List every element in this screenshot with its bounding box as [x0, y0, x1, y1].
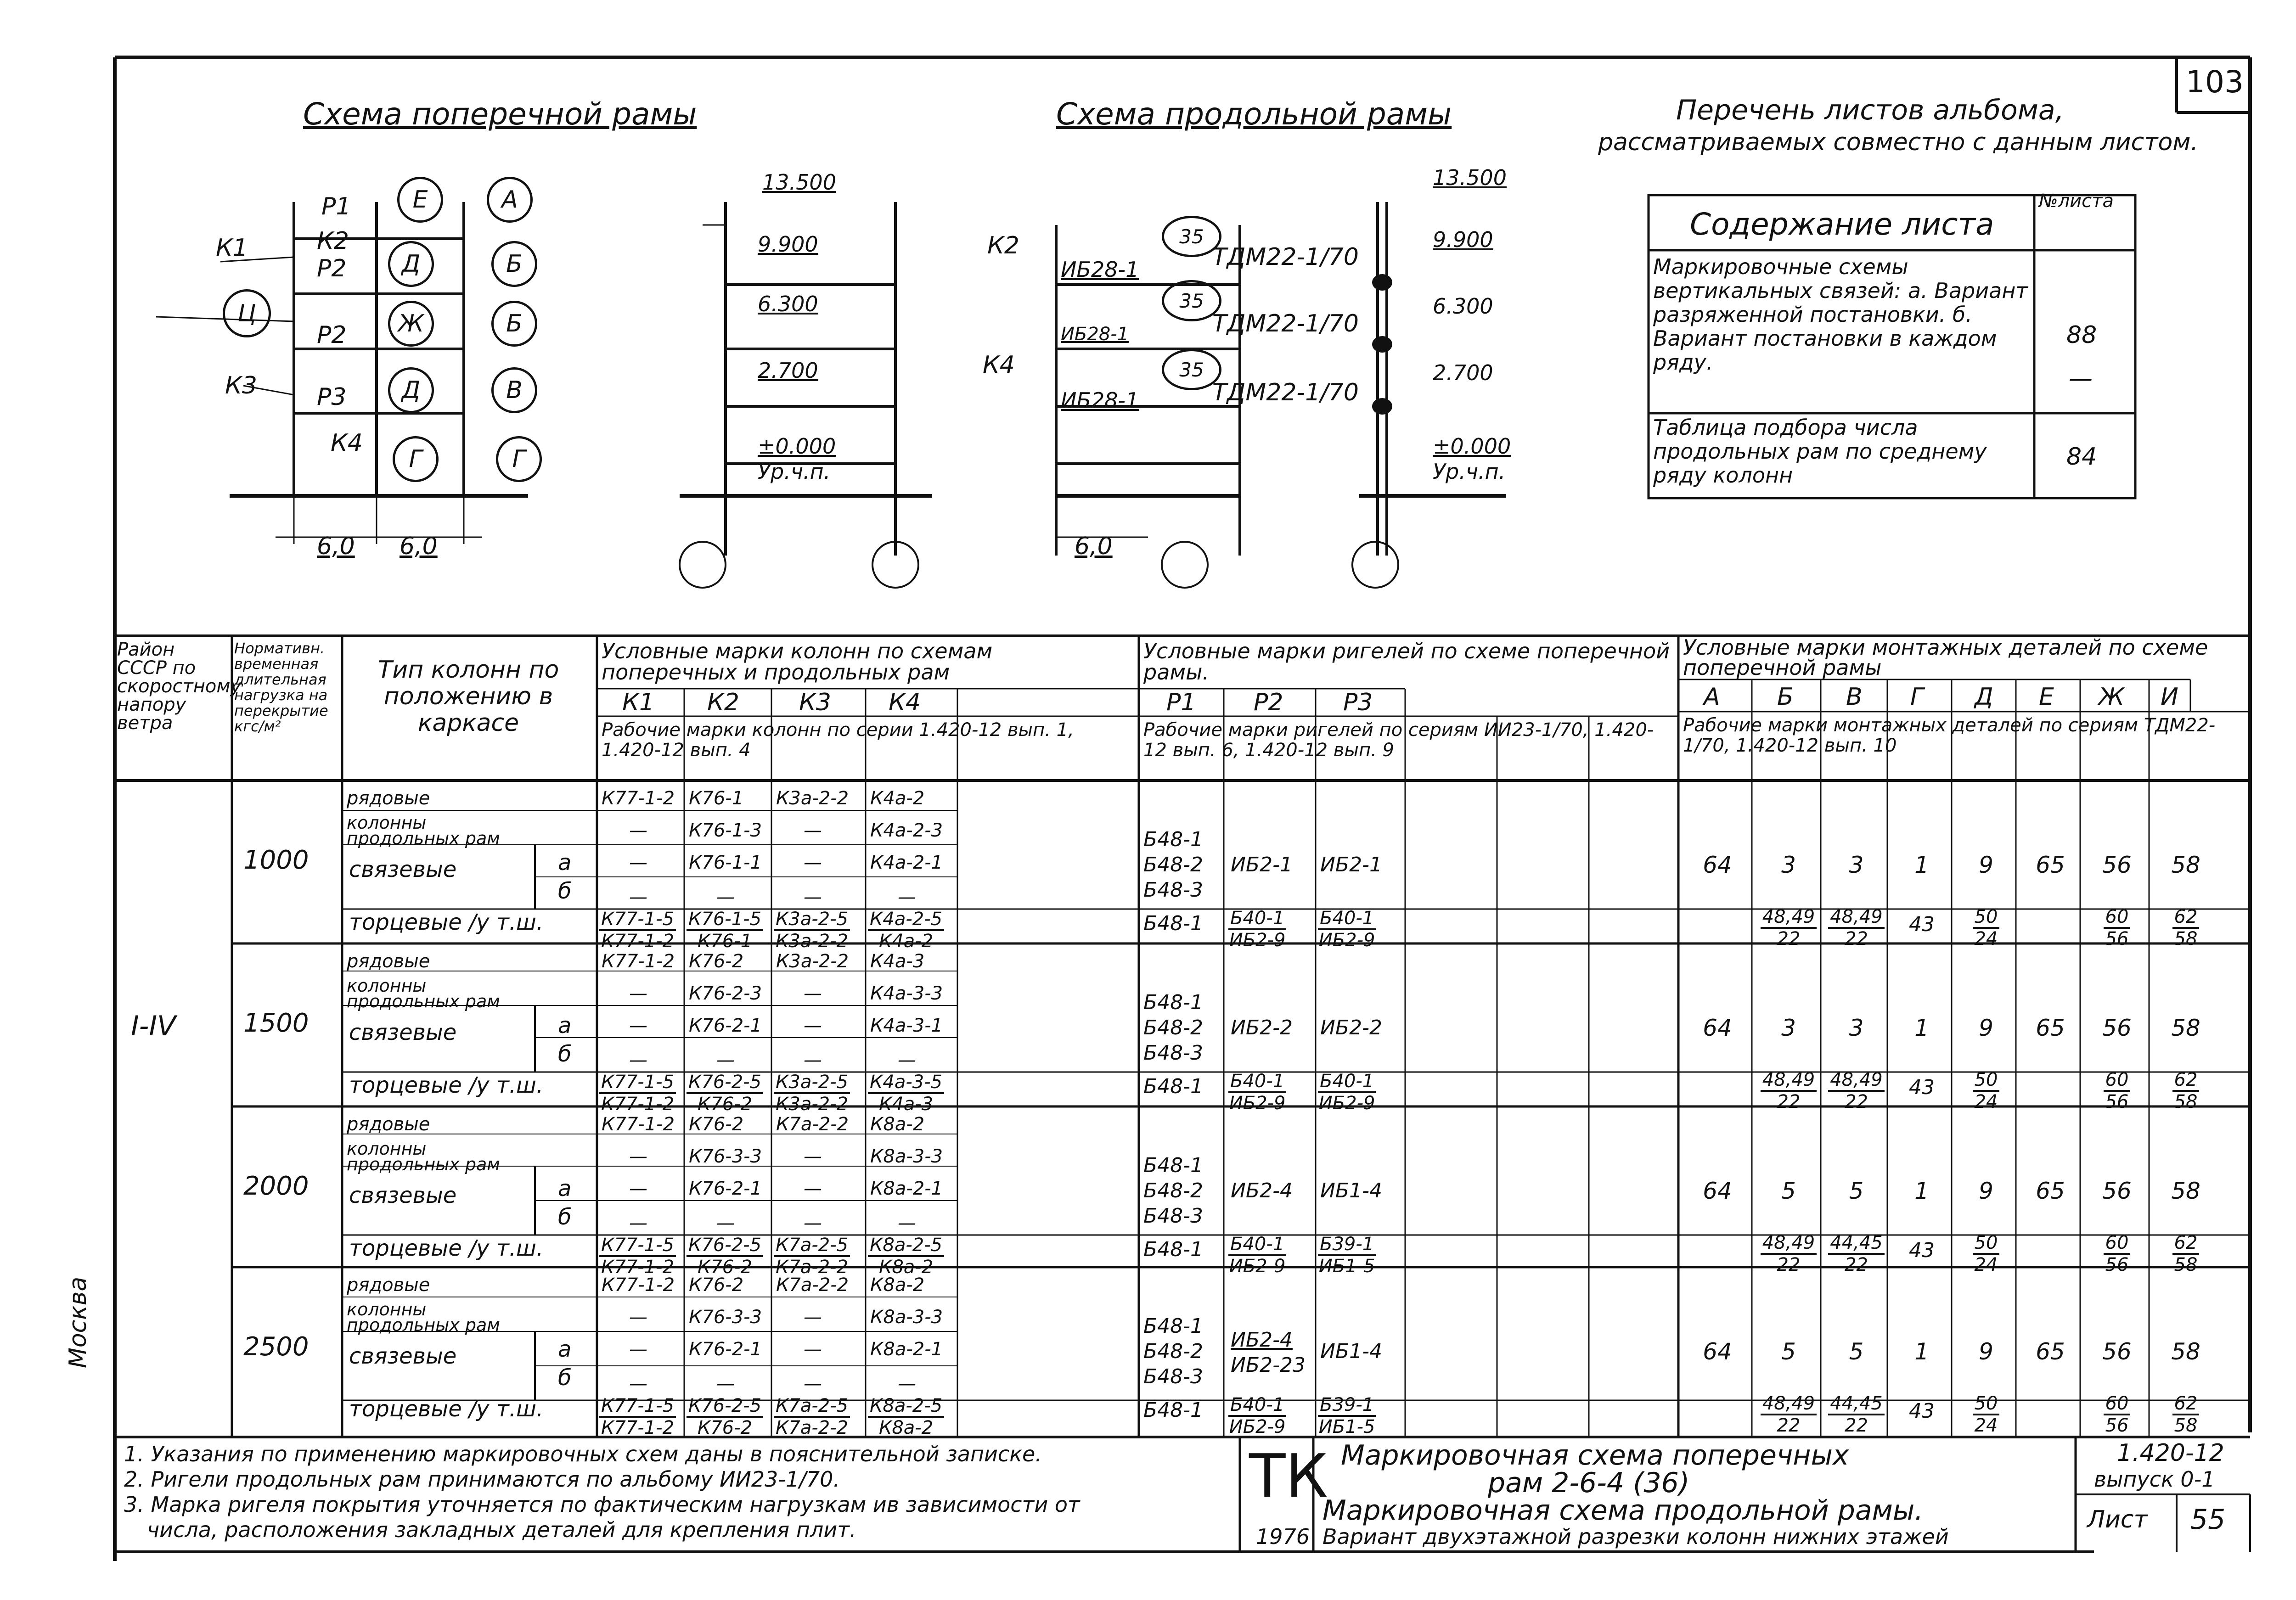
sub-b: б	[558, 1204, 572, 1230]
column-mark: К7а-2-2	[776, 1114, 849, 1135]
end-beam-p1: Б48-1	[1143, 1398, 1204, 1422]
part-mark: 64	[1703, 1178, 1732, 1204]
part-mark: 3	[1849, 852, 1864, 878]
column-mark: К77-1-2	[602, 1114, 675, 1135]
sub-b: б	[558, 878, 572, 904]
column-mark: —	[716, 887, 735, 908]
column-mark: —	[804, 1213, 822, 1234]
note-1: 1. Указания по применению маркировочных схем даны в пояснительной записке.	[124, 1442, 1042, 1466]
level-9900-b: 9.900	[1433, 227, 1493, 252]
reference-title-2: рассматриваемых совместно с данным листом.	[1598, 129, 2199, 156]
column-mark: К4а-2-1	[870, 852, 943, 873]
reference-title-1: Перечень листов альбома,	[1676, 94, 2064, 126]
column-mark: —	[716, 1373, 735, 1394]
note-3: 3. Марка ригеля покрытия уточняется по фактическим нагрузкам ив зависимости от	[124, 1492, 1080, 1517]
header-part-e: Е	[2039, 683, 2054, 711]
end-part-g: 43	[1909, 1399, 1935, 1423]
part-mark: 9	[1979, 852, 1993, 878]
label-k4: К4	[331, 429, 363, 457]
circle-a: А	[487, 177, 533, 223]
beam-p1-mark: Б48-3	[1143, 1041, 1204, 1065]
column-mark: К76-3-3	[689, 1146, 762, 1167]
column-mark: К77-1-2	[602, 951, 675, 972]
bubble-35-3: 35	[1162, 349, 1221, 390]
end-part-b: $\frac{48,49}{22}$	[1756, 1233, 1821, 1275]
label-k4-long: К4	[983, 351, 1015, 379]
part-mark: 65	[2036, 1338, 2065, 1365]
label-k2: К2	[317, 227, 349, 255]
end-part-i: $\frac{62}{58}$	[2154, 907, 2218, 949]
sub-a: а	[558, 1176, 572, 1201]
reference-row-2: Таблица подбора числа продольных рам по среднему ряду колонн	[1653, 415, 1987, 488]
stamp-title-3: Маркировочная схема продольной рамы.	[1322, 1494, 1924, 1527]
end-part-v: $\frac{44,45}{22}$	[1825, 1233, 1887, 1275]
column-mark: —	[629, 1015, 647, 1036]
circle-b2: Б	[491, 301, 537, 347]
end-column-mark: К77-1-5 К77-1-2	[599, 1072, 676, 1114]
row-type-ordinary: рядовые	[347, 1274, 430, 1296]
header-col-k4: К4	[889, 689, 921, 716]
stamp-issue: выпуск 0-1	[2094, 1467, 2215, 1492]
level-2700-b: 2.700	[1433, 360, 1493, 385]
column-mark: —	[804, 1146, 822, 1167]
part-mark: 1	[1914, 1338, 1929, 1365]
header-col-k2: К2	[707, 689, 740, 716]
dim-2: 6,0	[400, 533, 438, 560]
part-mark: 9	[1979, 1338, 1993, 1365]
header-columns-group: Условные марки колонн по схемам поперечных и продольных рам	[602, 639, 993, 685]
end-column-mark: К4а-3-5 К4а-3	[868, 1072, 944, 1114]
end-part-i: $\frac{62}{58}$	[2154, 1070, 2218, 1112]
beam-p1-mark: Б48-1	[1143, 828, 1204, 851]
header-region: Район СССР по скоростному напору ветра	[117, 639, 242, 734]
part-mark: 64	[1703, 1338, 1732, 1365]
longitudinal-frame-title: Схема продольной рамы	[1056, 96, 1452, 132]
row-type-ordinary: рядовые	[347, 788, 430, 809]
end-beam-p1: Б48-1	[1143, 1075, 1204, 1098]
end-column-mark: К8а-2-5 К8а-2	[868, 1235, 944, 1277]
beam-p2-mark: ИБ2-2	[1231, 1016, 1293, 1039]
circle-zh: Ж	[388, 301, 434, 347]
column-mark: К8а-2	[870, 1114, 925, 1135]
part-mark: 3	[1781, 852, 1796, 878]
label-k3: К3	[225, 372, 258, 399]
column-mark: —	[629, 820, 647, 841]
end-column-mark: К7а-2-5 К7а-2-2	[774, 1235, 850, 1277]
column-mark: —	[804, 820, 822, 841]
part-mark: 56	[2102, 1015, 2132, 1041]
circle-v: В	[491, 367, 537, 413]
end-column-mark: К8а-2-5 К8а-2	[868, 1396, 944, 1438]
column-mark: К76-1-1	[689, 852, 762, 873]
end-part-d: $\frac{50}{24}$	[1956, 1233, 2016, 1275]
end-column-mark: К3а-2-5 К3а-2-2	[774, 1072, 850, 1114]
column-mark: К76-2-1	[689, 1339, 762, 1360]
load-value: 1000	[243, 845, 309, 875]
row-type-ordinary: рядовые	[347, 951, 430, 972]
side-mark-moscow: Москва	[64, 1276, 92, 1368]
load-value: 2000	[243, 1171, 309, 1201]
end-part-g: 43	[1909, 913, 1935, 936]
end-column-mark: К76-2-5 К76-2	[687, 1072, 763, 1114]
part-mark: 58	[2171, 852, 2200, 878]
part-mark: 1	[1914, 1015, 1929, 1041]
header-part-b: Б	[1777, 683, 1794, 711]
transverse-frame-title: Схема поперечной рамы	[303, 96, 697, 132]
row-type-bracing: связевые	[349, 857, 457, 882]
sub-b: б	[558, 1041, 572, 1067]
row-type-longitudinal: колонны продольных рам	[347, 813, 500, 848]
row-type-longitudinal: колонны продольных рам	[347, 976, 500, 1011]
part-mark: 5	[1781, 1338, 1796, 1365]
column-mark: К3а-2-2	[776, 951, 849, 972]
beam-p1-mark: Б48-3	[1143, 878, 1204, 902]
sub-a: а	[558, 1336, 572, 1362]
row-type-end: торцевые /у т.ш.	[349, 1235, 544, 1261]
beam-p2-mark: ИБ2-4	[1231, 1328, 1293, 1352]
dim-1: 6,0	[317, 533, 355, 560]
part-mark: 58	[2171, 1178, 2200, 1204]
note-3-cont: числа, расположения закладных деталей для крепления плит.	[147, 1517, 856, 1542]
beam-p2-mark: ИБ2-4	[1231, 1179, 1293, 1202]
header-beams-group: Условные марки ригелей по схеме поперечной рамы.	[1143, 639, 1670, 685]
beam-p1-mark: Б48-2	[1143, 1016, 1204, 1039]
beam-p2-mark: ИБ2-1	[1231, 853, 1293, 876]
level-grade-a: Ур.ч.п.	[758, 459, 831, 484]
part-mark: 65	[2036, 1015, 2065, 1041]
end-part-d: $\frac{50}{24}$	[1956, 1070, 2016, 1112]
level-13500-a: 13.500	[762, 170, 836, 195]
column-mark: К76-2-1	[689, 1015, 762, 1036]
column-mark: —	[804, 1373, 822, 1394]
beam-p1-mark: Б48-2	[1143, 853, 1204, 876]
column-mark: —	[804, 1015, 822, 1036]
sheet-number: 103	[2186, 64, 2244, 100]
bubble-mark-1: ТДМ22-1/70	[1212, 243, 1359, 271]
header-col-k1: К1	[622, 689, 655, 716]
end-beam-p3: Б39-1 ИБ1-5	[1318, 1234, 1375, 1277]
reference-row-2-sheet: 84	[2066, 443, 2097, 471]
part-mark: 64	[1703, 852, 1732, 878]
part-mark: 64	[1703, 1015, 1732, 1041]
end-beam-p2: Б40-1 ИБ2-9	[1229, 1071, 1286, 1114]
end-column-mark: К77-1-5 К77-1-2	[599, 1396, 676, 1438]
column-mark: —	[716, 1213, 735, 1234]
end-column-mark: К76-1-5 К76-1	[687, 909, 763, 951]
part-mark: 5	[1849, 1338, 1864, 1365]
sub-a: а	[558, 1013, 572, 1039]
label-p1: Р1	[321, 193, 351, 220]
beam-p3-mark: ИБ2-2	[1320, 1016, 1382, 1039]
header-beam-p2: Р2	[1254, 689, 1283, 716]
part-mark: 5	[1849, 1178, 1864, 1204]
end-part-v: $\frac{44,45}{22}$	[1825, 1393, 1887, 1436]
end-part-d: $\frac{50}{24}$	[1956, 907, 2016, 949]
column-mark: К76-2-1	[689, 1178, 762, 1199]
column-mark: К77-1-2	[602, 788, 675, 809]
column-mark: —	[804, 1339, 822, 1360]
circle-d1: Д	[388, 241, 434, 287]
part-mark: 9	[1979, 1178, 1993, 1204]
column-mark: К4а-3-1	[870, 1015, 943, 1036]
circle-tsa: Ц	[223, 289, 271, 337]
stamp-sheet-label: Лист	[2087, 1506, 2148, 1533]
reference-col-sheet: №листа	[2039, 191, 2114, 212]
column-mark: —	[804, 852, 822, 873]
row-type-ordinary: рядовые	[347, 1114, 430, 1135]
beam-mark-1: ИБ28-1	[1061, 257, 1139, 282]
end-beam-p1: Б48-1	[1143, 1238, 1204, 1261]
bubble-mark-2: ТДМ22-1/70	[1212, 310, 1359, 337]
column-mark: К4а-2	[870, 788, 925, 809]
row-type-end: торцевые /у т.ш.	[349, 1396, 544, 1422]
stamp-sheet-number: 55	[2190, 1504, 2226, 1536]
header-col-k3: К3	[799, 689, 832, 716]
column-mark: К76-3-3	[689, 1307, 762, 1328]
end-column-mark: К77-1-5 К77-1-2	[599, 909, 676, 951]
end-part-g: 43	[1909, 1239, 1935, 1262]
label-p2-mid: Р2	[317, 321, 347, 349]
end-column-mark: К76-2-5 К76-2	[687, 1235, 763, 1277]
reference-col-content: Содержание листа	[1690, 207, 1994, 242]
column-mark: —	[716, 1050, 735, 1071]
beam-p1-mark: Б48-3	[1143, 1204, 1204, 1228]
header-load: Нормативн. временная длительная нагрузка на перекрытие кгс/м²	[234, 640, 328, 735]
part-mark: 58	[2171, 1338, 2200, 1365]
label-p3: Р3	[317, 383, 347, 411]
column-mark: К76-2	[689, 951, 744, 972]
reference-row-1-sheet2: —	[2069, 365, 2093, 393]
beam-p1-mark: Б48-3	[1143, 1365, 1204, 1388]
column-mark: К8а-3-3	[870, 1146, 943, 1167]
header-beam-p3: Р3	[1343, 689, 1373, 716]
end-part-b: $\frac{48,49}{22}$	[1756, 1070, 1821, 1112]
end-part-b: $\frac{48,49}{22}$	[1756, 1393, 1821, 1436]
column-mark: —	[629, 1178, 647, 1199]
part-mark: 3	[1849, 1015, 1864, 1041]
circle-e: Е	[397, 177, 443, 223]
reference-row-1-sheet: 88	[2066, 321, 2097, 349]
header-part-zh: Ж	[2099, 683, 2125, 711]
column-mark: К3а-2-2	[776, 788, 849, 809]
end-column-mark: К4а-2-5 К4а-2	[868, 909, 944, 951]
header-part-v: В	[1846, 683, 1863, 711]
note-2: 2. Ригели продольных рам принимаются по альбому ИИ23-1/70.	[124, 1467, 840, 1492]
part-mark: 56	[2102, 852, 2132, 878]
row-type-bracing: связевые	[349, 1343, 457, 1369]
label-p2-top: Р2	[317, 255, 347, 282]
end-beam-p3: Б39-1 ИБ1-5	[1318, 1394, 1375, 1437]
circle-d2: Д	[388, 367, 434, 413]
level-6300-a: 6.300	[758, 292, 818, 316]
beam-p2-mark: ИБ2-23	[1231, 1353, 1306, 1377]
end-part-zh: $\frac{60}{56}$	[2085, 907, 2149, 949]
part-mark: 56	[2102, 1178, 2132, 1204]
header-part-a: А	[1704, 683, 1720, 711]
end-part-i: $\frac{62}{58}$	[2154, 1233, 2218, 1275]
column-mark: —	[629, 887, 647, 908]
header-beams-series: Рабочие марки ригелей по сериям ИИ23-1/70, 1.420-12 вып. 6, 1.420-12 вып. 9	[1143, 719, 1654, 761]
end-beam-p1: Б48-1	[1143, 912, 1204, 935]
part-mark: 56	[2102, 1338, 2132, 1365]
row-type-bracing: связевые	[349, 1183, 457, 1208]
column-mark: К77-1-2	[602, 1274, 675, 1296]
end-beam-p3: Б40-1 ИБ2-9	[1318, 908, 1375, 951]
column-mark: —	[629, 1146, 647, 1167]
column-mark: —	[629, 852, 647, 873]
level-grade-b: Ур.ч.п.	[1433, 459, 1506, 484]
column-mark: К76-2	[689, 1114, 744, 1135]
reference-row-1: Маркировочные схемы вертикальных связей: а. Вариант разряженной постановки. б. Вариант постановки в каждом ряду.	[1653, 254, 2028, 375]
column-mark: —	[898, 1050, 916, 1071]
column-mark: К8а-3-3	[870, 1307, 943, 1328]
part-mark: 1	[1914, 1178, 1929, 1204]
column-mark: К8а-2-1	[870, 1339, 943, 1360]
column-mark: —	[898, 887, 916, 908]
part-mark: 65	[2036, 1178, 2065, 1204]
end-column-mark: К76-2-5 К76-2	[687, 1396, 763, 1438]
end-part-zh: $\frac{60}{56}$	[2085, 1233, 2149, 1275]
part-mark: 9	[1979, 1015, 1993, 1041]
level-9900-a: 9.900	[758, 232, 818, 257]
column-mark: К4а-3-3	[870, 983, 943, 1004]
row-type-longitudinal: колонны продольных рам	[347, 1299, 500, 1335]
end-column-mark: К77-1-5 К77-1-2	[599, 1235, 676, 1277]
column-mark: —	[804, 887, 822, 908]
part-mark: 65	[2036, 852, 2065, 878]
end-column-mark: К3а-2-5 К3а-2-2	[774, 909, 850, 951]
column-mark: —	[629, 1307, 647, 1328]
sub-a: а	[558, 850, 572, 876]
level-6300-b: 6.300	[1433, 294, 1493, 319]
end-part-i: $\frac{62}{58}$	[2154, 1393, 2218, 1436]
column-mark: —	[804, 983, 822, 1004]
bubble-35-1: 35	[1162, 216, 1221, 257]
end-beam-p2: Б40-1 ИБ2-9	[1229, 908, 1286, 951]
stamp-year: 1976	[1256, 1524, 1310, 1549]
beam-p3-mark: ИБ1-4	[1320, 1179, 1382, 1202]
beam-p1-mark: Б48-2	[1143, 1179, 1204, 1202]
end-part-b: $\frac{48,49}{22}$	[1756, 907, 1821, 949]
column-mark: К76-1-3	[689, 820, 762, 841]
part-mark: 3	[1781, 1015, 1796, 1041]
circle-b1: Б	[491, 241, 537, 287]
column-mark: —	[804, 1050, 822, 1071]
header-parts-series: Рабочие марки монтажных деталей по сериям ТДМ22-1/70, 1.420-12 вып. 10	[1683, 715, 2216, 756]
beam-p1-mark: Б48-1	[1143, 991, 1204, 1014]
level-13500-b: 13.500	[1433, 165, 1507, 190]
stamp-title-4: Вариант двухэтажной разрезки колонн нижних этажей	[1322, 1524, 1949, 1549]
beam-p3-mark: ИБ2-1	[1320, 853, 1382, 876]
header-column-type: Тип колонн по положению в каркасе	[377, 656, 559, 737]
sub-b: б	[558, 1365, 572, 1391]
tk-logo: ТК	[1249, 1441, 1328, 1511]
level-2700-a: 2.700	[758, 358, 818, 383]
level-0000-a: ±0.000	[758, 434, 836, 459]
column-mark: К4а-2-3	[870, 820, 943, 841]
end-part-d: $\frac{50}{24}$	[1956, 1393, 2016, 1436]
end-beam-p2: Б40-1 ИБ2-9	[1229, 1234, 1286, 1277]
column-mark: —	[898, 1373, 916, 1394]
stamp-title-1: Маркировочная схема поперечных	[1341, 1439, 1849, 1471]
beam-p1-mark: Б48-1	[1143, 1154, 1204, 1177]
header-parts-group: Условные марки монтажных деталей по схеме поперечной рамы	[1683, 635, 2208, 680]
header-part-d: Д	[1975, 683, 1993, 711]
column-mark: К7а-2-2	[776, 1274, 849, 1296]
column-mark: —	[804, 1178, 822, 1199]
beam-p3-mark: ИБ1-4	[1320, 1340, 1382, 1363]
stamp-series: 1.420-12	[2117, 1439, 2224, 1467]
load-value: 1500	[243, 1008, 309, 1038]
dim-long: 6,0	[1075, 533, 1113, 560]
column-mark: —	[804, 1307, 822, 1328]
part-mark: 5	[1781, 1178, 1796, 1204]
column-mark: К8а-2-1	[870, 1178, 943, 1199]
circle-g1: Г	[393, 436, 439, 482]
load-value: 2500	[243, 1332, 309, 1362]
bubble-mark-3: ТДМ22-1/70	[1212, 379, 1359, 406]
column-mark: —	[629, 1050, 647, 1071]
end-column-mark: К7а-2-5 К7а-2-2	[774, 1396, 850, 1438]
end-part-zh: $\frac{60}{56}$	[2085, 1070, 2149, 1112]
column-mark: К76-2	[689, 1274, 744, 1296]
bubble-35-2: 35	[1162, 280, 1221, 321]
row-type-longitudinal: колонны продольных рам	[347, 1139, 500, 1174]
header-part-g: Г	[1910, 683, 1924, 711]
column-mark: —	[629, 983, 647, 1004]
header-part-i: И	[2161, 683, 2178, 711]
beam-mark-2: ИБ28-1	[1061, 324, 1129, 345]
stamp-title-2: рам 2-6-4 (36)	[1488, 1467, 1690, 1499]
column-mark: —	[898, 1213, 916, 1234]
row-type-end: торцевые /у т.ш.	[349, 909, 544, 935]
end-part-zh: $\frac{60}{56}$	[2085, 1393, 2149, 1436]
beam-p1-mark: Б48-1	[1143, 1314, 1204, 1338]
beam-p1-mark: Б48-2	[1143, 1340, 1204, 1363]
end-beam-p2: Б40-1 ИБ2-9	[1229, 1394, 1286, 1437]
row-type-end: торцевые /у т.ш.	[349, 1072, 544, 1098]
column-mark: К76-2-3	[689, 983, 762, 1004]
circle-g2: Г	[496, 436, 542, 482]
column-mark: К8а-2	[870, 1274, 925, 1296]
header-beam-p1: Р1	[1166, 689, 1196, 716]
column-mark: К4а-3	[870, 951, 925, 972]
row-type-bracing: связевые	[349, 1020, 457, 1045]
part-mark: 58	[2171, 1015, 2200, 1041]
level-0000-b: ±0.000	[1433, 434, 1511, 459]
end-part-v: $\frac{48,49}{22}$	[1825, 907, 1887, 949]
end-beam-p3: Б40-1 ИБ2-9	[1318, 1071, 1375, 1114]
column-mark: —	[629, 1213, 647, 1234]
part-mark: 1	[1914, 852, 1929, 878]
column-mark: —	[629, 1339, 647, 1360]
end-part-g: 43	[1909, 1076, 1935, 1099]
end-part-v: $\frac{48,49}{22}$	[1825, 1070, 1887, 1112]
label-k1: К1	[216, 234, 248, 262]
region-value: I-IV	[131, 1010, 176, 1042]
column-mark: —	[629, 1373, 647, 1394]
beam-mark-3: ИБ28-1	[1061, 388, 1139, 413]
column-mark: К76-1	[689, 788, 744, 809]
header-columns-series: Рабочие марки колонн по серии 1.420-12 вып. 1, 1.420-12 вып. 4	[602, 719, 1074, 761]
label-k2-long: К2	[987, 232, 1020, 259]
